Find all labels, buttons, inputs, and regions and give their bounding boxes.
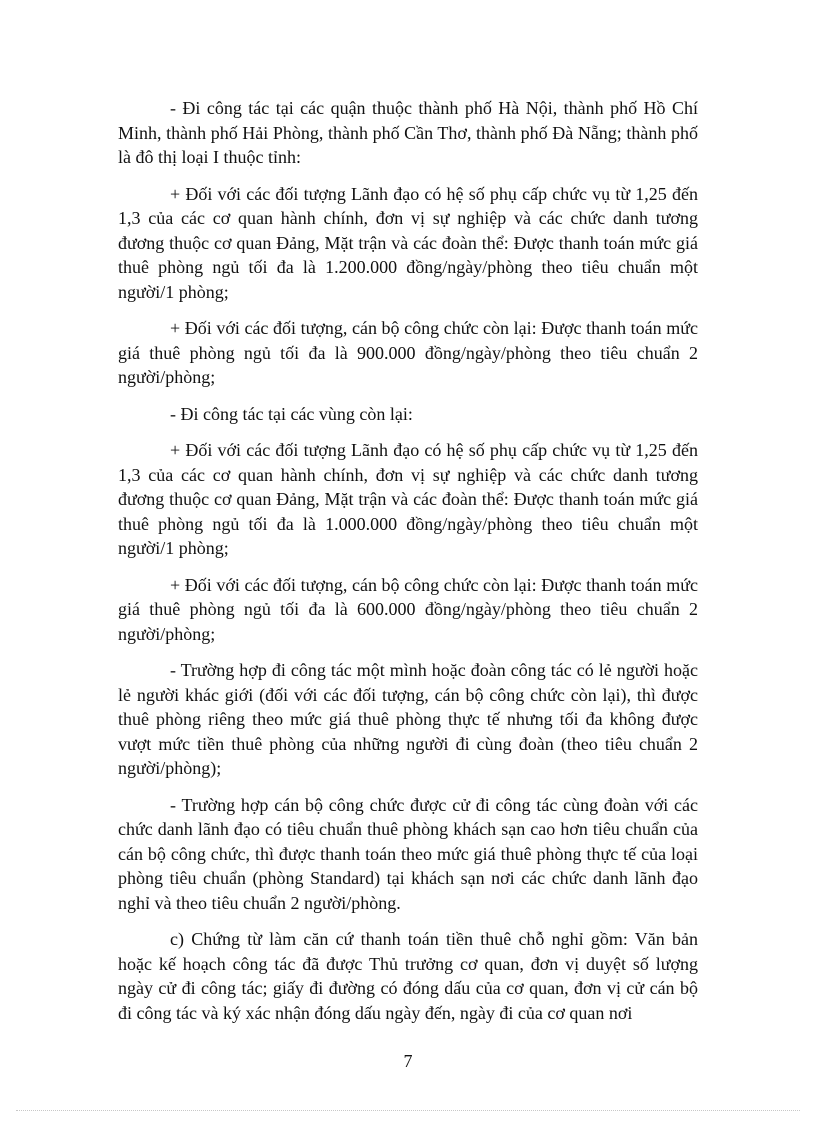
paragraph-leader-delegation-case: - Trường hợp cán bộ công chức được cử đi công tác cùng đoàn với các chức danh lãnh đạo có tiêu chuẩn thuê phòng khách sạn cao hơn tiêu chuẩn của cán bộ công chức, thì được thanh toán theo mức giá thuê phòng thực tế của loại phòng tiêu chuẩn (phòng Standard) tại khách sạn nơi các chức danh lãnh đạo nghỉ và theo tiêu chuẩn 2 người/phòng. xyxy=(118,794,698,913)
paragraph-other-leaders-rate: + Đối với các đối tượng Lãnh đạo có hệ số phụ cấp chức vụ từ 1,25 đến 1,3 của các cơ quan hành chính, đơn vị sự nghiệp và các chức danh tương đương thuộc cơ quan Đảng, Mặt trận và các đoàn thể: Được thanh toán mức giá thuê phòng ngủ tối đa là 1.000.000 đồng/ngày/phòng theo tiêu chuẩn một người/1 phòng; xyxy=(118,440,698,558)
paragraph-single-room-case: - Trường hợp đi công tác một mình hoặc đoàn công tác có lẻ người hoặc lẻ người khác giới (đối với các đối tượng, cán bộ công chức còn lại), thì được thuê phòng riêng theo mức giá thuê phòng thực tế nhưng tối đa không được vượt mức tiền thuê phòng của những người đi cùng đoàn (theo tiêu chuẩn 2 người/phòng); xyxy=(118,660,698,778)
document-body xyxy=(118,96,698,1037)
page-bottom-divider xyxy=(16,1110,800,1111)
paragraph-urban-leaders-rate: + Đối với các đối tượng Lãnh đạo có hệ số phụ cấp chức vụ từ 1,25 đến 1,3 của các cơ quan hành chính, đơn vị sự nghiệp và các chức danh tương đương thuộc cơ quan Đảng, Mặt trận và các đoàn thể: Được thanh toán mức giá thuê phòng ngủ tối đa là 1.200.000 đồng/ngày/phòng theo tiêu chuẩn một người/1 phòng; xyxy=(118,183,698,302)
paragraph-other-areas-intro: - Đi công tác tại các vùng còn lại: xyxy=(170,403,413,424)
paragraph-urban-staff-rate: + Đối với các đối tượng, cán bộ công chức còn lại: Được thanh toán mức giá thuê phòng ngủ tối đa là 900.000 đồng/ngày/phòng theo tiêu chuẩn 2 người/phòng; xyxy=(118,318,698,387)
paragraph-other-staff-rate: + Đối với các đối tượng, cán bộ công chức còn lại: Được thanh toán mức giá thuê phòng ngủ tối đa là 600.000 đồng/ngày/phòng theo tiêu chuẩn 2 người/phòng; xyxy=(118,574,698,644)
paragraph-payment-documents: c) Chứng từ làm căn cứ thanh toán tiền thuê chỗ nghỉ gồm: Văn bản hoặc kế hoạch công tác đã được Thủ trưởng cơ quan, đơn vị duyệt số lượng ngày cử đi công tác; giấy đi đường có đóng dấu của cơ quan, đơn vị cử cán bộ đi công tác và ký xác nhận đóng dấu ngày đến, ngày đi của cơ quan nơi xyxy=(118,929,698,1023)
paragraph-urban-areas-intro: - Đi công tác tại các quận thuộc thành phố Hà Nội, thành phố Hồ Chí Minh, thành phố Hải Phòng, thành phố Cần Thơ, thành phố Đà Nẵng; thành phố là đô thị loại I thuộc tỉnh: xyxy=(118,98,698,167)
page-number: 7 xyxy=(403,1051,413,1071)
